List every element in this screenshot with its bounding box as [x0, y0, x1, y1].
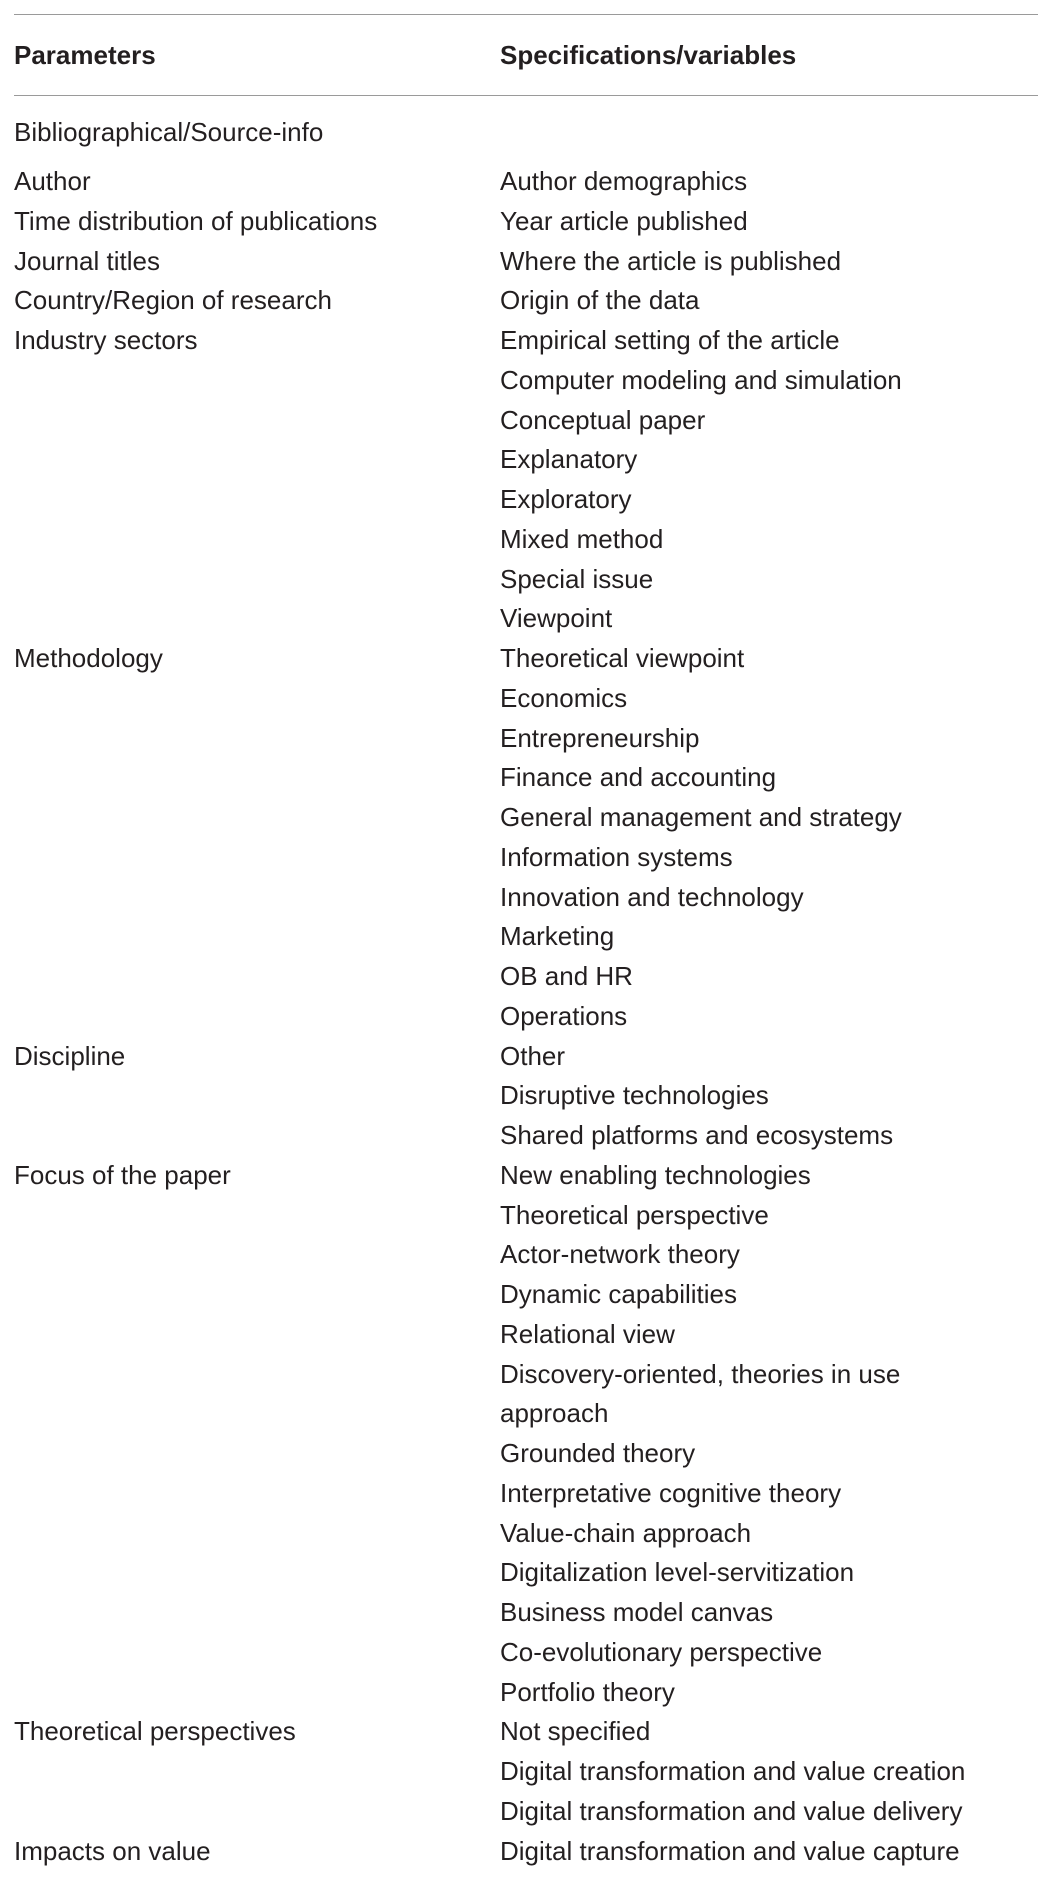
parameter-cell [14, 878, 500, 918]
parameter-cell: Theoretical perspectives [14, 1716, 296, 1747]
parameter-cell [14, 480, 500, 520]
specification-cell: Innovation and technology [500, 881, 804, 912]
table-row [14, 639, 1038, 679]
specification-cell: Digital transformation and value creation [500, 1756, 966, 1786]
specification-cell: Year article published [500, 205, 748, 236]
specification-cell: Interpretative cognitive theory [500, 1477, 842, 1508]
parameter-cell [14, 1394, 500, 1434]
table-row [14, 480, 1038, 520]
section-label-row [14, 96, 1038, 148]
parameter-cell [14, 1275, 500, 1315]
specification-cell: Where the article is published [500, 245, 842, 276]
specification-cell: Economics [500, 682, 628, 713]
parameter-cell [14, 758, 500, 798]
table-row [14, 1275, 1038, 1315]
parameter-cell [14, 1752, 500, 1792]
parameter-cell [14, 838, 500, 878]
parameter-cell: Industry sectors [14, 325, 198, 355]
specification-cell: Disruptive technologies [500, 1080, 769, 1111]
specification-cell: Operations [500, 1000, 628, 1031]
table-row [14, 560, 1038, 600]
specification-cell: approach [500, 1398, 609, 1429]
table-row [14, 1434, 1038, 1474]
table-body [14, 162, 1038, 1871]
specification-cell: Digitalization level-servitization [500, 1557, 855, 1588]
table-row [14, 1196, 1038, 1236]
table-row [14, 719, 1038, 759]
table-row [14, 242, 1038, 282]
specification-cell: Special issue [500, 563, 654, 594]
table-row [14, 1752, 1038, 1792]
parameter-cell [14, 1633, 500, 1673]
parameter-cell [14, 1792, 500, 1832]
specification-cell: Shared platforms and ecosystems [500, 1120, 894, 1150]
table-row [14, 1394, 1038, 1434]
specification-cell: Exploratory [500, 484, 632, 514]
parameter-cell [14, 599, 500, 639]
table-row [14, 679, 1038, 719]
parameter-cell [14, 1434, 500, 1474]
specification-cell: Value-chain approach [500, 1517, 752, 1548]
parameters-table [14, 14, 1038, 1871]
parameter-cell [14, 401, 500, 441]
specification-cell: Actor-network theory [500, 1239, 740, 1270]
parameter-cell [14, 1196, 500, 1236]
specification-cell: Grounded theory [500, 1438, 696, 1468]
table-row [14, 1156, 1038, 1196]
table-row [14, 1474, 1038, 1514]
specification-cell: Entrepreneurship [500, 722, 700, 753]
table-row [14, 1514, 1038, 1554]
table-row [14, 838, 1038, 878]
table-row [14, 1235, 1038, 1275]
table-row [14, 202, 1038, 242]
parameter-cell [14, 957, 500, 997]
specification-cell: Information systems [500, 841, 733, 872]
table-row [14, 1832, 1038, 1872]
table-row [14, 321, 1038, 361]
parameter-cell [14, 440, 500, 480]
parameter-cell [14, 798, 500, 838]
table-row [14, 281, 1038, 321]
table-row [14, 361, 1038, 401]
parameter-cell [14, 719, 500, 759]
specification-cell: Relational view [500, 1318, 675, 1349]
specification-cell: Dynamic capabilities [500, 1279, 737, 1309]
table-row [14, 758, 1038, 798]
specification-cell: Mixed method [500, 523, 664, 554]
specification-cell: OB and HR [500, 961, 633, 991]
table-row [14, 878, 1038, 918]
specification-cell: Business model canvas [500, 1597, 774, 1627]
table-row [14, 1116, 1038, 1156]
table-row [14, 997, 1038, 1037]
specification-cell: Co-evolutionary perspective [500, 1636, 823, 1667]
parameter-cell [14, 560, 500, 600]
parameter-cell [14, 361, 500, 401]
specification-cell: Conceptual paper [500, 404, 706, 435]
table-row [14, 1315, 1038, 1355]
specification-cell: Viewpoint [500, 603, 613, 634]
specification-cell: Digital transformation and value delivery [500, 1795, 963, 1826]
parameter-cell: Discipline [14, 1040, 126, 1071]
specification-cell: Theoretical viewpoint [500, 643, 745, 673]
table-row [14, 798, 1038, 838]
parameter-cell [14, 1355, 500, 1395]
specification-cell: Not specified [500, 1716, 651, 1747]
header-parameters: Parameters [14, 39, 156, 70]
table-row [14, 1712, 1038, 1752]
parameter-cell [14, 1514, 500, 1554]
table-row [14, 957, 1038, 997]
specification-cell: Digital transformation and value capture [500, 1835, 960, 1866]
specification-cell: New enabling technologies [500, 1159, 811, 1190]
table-row [14, 1633, 1038, 1673]
table-row [14, 1355, 1038, 1395]
parameter-cell: Impacts on value [14, 1835, 211, 1866]
parameter-cell [14, 1116, 500, 1156]
table-header [14, 15, 1038, 95]
table-row [14, 401, 1038, 441]
table-row [14, 599, 1038, 639]
parameter-cell [14, 679, 500, 719]
parameter-cell [14, 520, 500, 560]
parameter-cell [14, 917, 500, 957]
table-row [14, 1076, 1038, 1116]
parameter-cell [14, 997, 500, 1037]
parameter-cell: Journal titles [14, 245, 160, 276]
parameter-cell: Time distribution of publications [14, 205, 378, 236]
header-specifications: Specifications/variables [500, 39, 797, 70]
table-row [14, 520, 1038, 560]
table-row [14, 1792, 1038, 1832]
specification-cell: Author demographics [500, 166, 748, 196]
parameter-cell: Methodology [14, 643, 163, 673]
table-row [14, 162, 1038, 202]
parameter-cell [14, 1553, 500, 1593]
specification-cell: Explanatory [500, 444, 638, 475]
parameter-cell: Focus of the paper [14, 1159, 231, 1190]
parameter-cell [14, 1593, 500, 1633]
specification-cell: Other [500, 1040, 566, 1071]
parameter-cell: Author [14, 166, 91, 196]
specification-cell: General management and strategy [500, 802, 902, 832]
table-row [14, 440, 1038, 480]
table-row [14, 1553, 1038, 1593]
table-row [14, 1037, 1038, 1077]
specification-cell: Computer modeling and simulation [500, 364, 902, 395]
parameter-cell: Country/Region of research [14, 285, 332, 316]
specification-cell: Origin of the data [500, 285, 700, 316]
table-row [14, 917, 1038, 957]
specification-cell: Theoretical perspective [500, 1199, 769, 1230]
table-row [14, 1593, 1038, 1633]
specification-cell: Marketing [500, 921, 615, 952]
parameter-cell [14, 1474, 500, 1514]
parameter-cell [14, 1673, 500, 1713]
parameter-cell [14, 1076, 500, 1116]
section-label: Bibliographical/Source-info [14, 117, 324, 147]
parameter-cell [14, 1235, 500, 1275]
specification-cell: Finance and accounting [500, 762, 777, 793]
specification-cell: Empirical setting of the article [500, 325, 840, 355]
parameter-cell [14, 1315, 500, 1355]
table-row [14, 1673, 1038, 1713]
specification-cell: Portfolio theory [500, 1676, 675, 1707]
specification-cell: Discovery-oriented, theories in use [500, 1358, 901, 1389]
